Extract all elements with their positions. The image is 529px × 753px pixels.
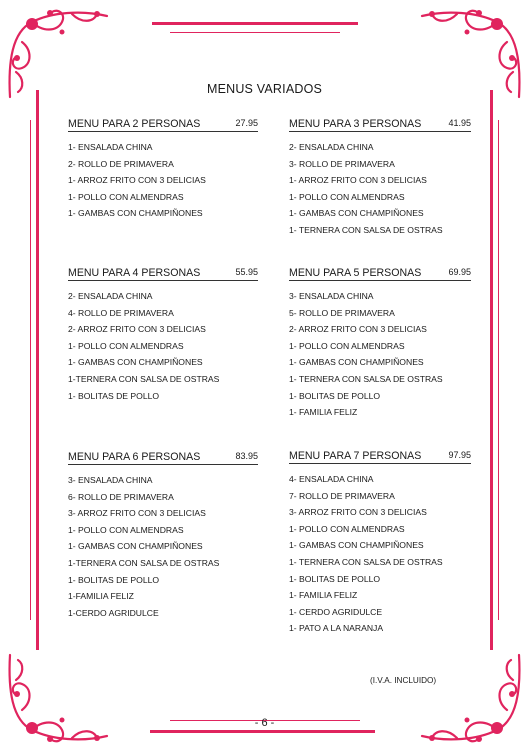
- flourish-bottom-left-icon: [2, 650, 112, 750]
- menu-items: [68, 288, 258, 404]
- list-item: 1- FAMILIA FELIZ: [289, 407, 358, 418]
- list-item: 3- ENSALADA CHINA: [289, 291, 374, 301]
- list-item: 1- ARROZ FRITO CON 3 DELICIAS: [289, 175, 427, 186]
- list-item: 1- TERNERA CON SALSA DE OSTRAS: [289, 224, 443, 235]
- list-item: 1- GAMBAS CON CHAMPIÑONES: [289, 208, 424, 219]
- list-item: 1- BOLITAS DE POLLO: [289, 573, 381, 584]
- menu-price: 55.95: [235, 267, 258, 277]
- border-right: [490, 90, 493, 650]
- list-item: 2- ARROZ FRITO CON 3 DELICIAS: [68, 324, 206, 335]
- menu-header: [289, 117, 471, 132]
- list-item: 1- POLLO CON ALMENDRAS: [68, 524, 184, 535]
- list-item: 1- POLLO CON ALMENDRAS: [289, 340, 405, 351]
- list-item: 1-TERNERA CON SALSA DE OSTRAS: [68, 557, 220, 568]
- border-left: [36, 90, 39, 650]
- menu-name: MENU PARA 3 PERSONAS: [289, 118, 422, 130]
- menu-items: [68, 139, 258, 222]
- list-item: 1- TERNERA CON SALSA DE OSTRAS: [289, 556, 443, 567]
- list-item: 1- BOLITAS DE POLLO: [68, 390, 160, 401]
- list-item: 1-CERDO AGRIDULCE: [68, 607, 159, 618]
- list-item: 2- ROLLO DE PRIMAVERA: [68, 158, 174, 169]
- menu-name: MENU PARA 7 PERSONAS: [289, 450, 422, 462]
- menu-items: [289, 471, 471, 637]
- menu-header: [68, 266, 258, 281]
- list-item: 1-FAMILIA FELIZ: [68, 591, 134, 602]
- menu-price: 41.95: [448, 118, 471, 128]
- menu-block-2-personas: [68, 117, 258, 222]
- list-item: 2- ARROZ FRITO CON 3 DELICIAS: [289, 324, 427, 335]
- list-item: 1- FAMILIA FELIZ: [289, 590, 358, 601]
- list-item: 4- ENSALADA CHINA: [289, 474, 374, 484]
- list-item: 1- GAMBAS CON CHAMPIÑONES: [289, 540, 424, 551]
- list-item: 2- ENSALADA CHINA: [289, 142, 374, 152]
- menu-items: [289, 288, 471, 421]
- menu-name: MENU PARA 5 PERSONAS: [289, 267, 422, 279]
- menu-items: [68, 472, 258, 621]
- menu-price: 97.95: [448, 450, 471, 460]
- list-item: 1- GAMBAS CON CHAMPIÑONES: [68, 208, 203, 219]
- list-item: 1- POLLO CON ALMENDRAS: [289, 191, 405, 202]
- border-top: [152, 22, 358, 25]
- menu-header: [289, 266, 471, 281]
- list-item: 1- ENSALADA CHINA: [68, 142, 153, 152]
- flourish-bottom-right-icon: [417, 650, 527, 750]
- list-item: 1- BOLITAS DE POLLO: [68, 574, 160, 585]
- list-item: 1- TERNERA CON SALSA DE OSTRAS: [289, 373, 443, 384]
- list-item: 3- ROLLO DE PRIMAVERA: [289, 158, 395, 169]
- list-item: 1-TERNERA CON SALSA DE OSTRAS: [68, 373, 220, 384]
- list-item: 1- ARROZ FRITO CON 3 DELICIAS: [68, 175, 206, 186]
- page-number: - 6 -: [254, 717, 275, 729]
- menu-header: [68, 450, 258, 465]
- list-item: 1- BOLITAS DE POLLO: [289, 390, 381, 401]
- page-title: MENUS VARIADOS: [206, 82, 323, 96]
- border-left-thin: [30, 120, 31, 620]
- list-item: 7- ROLLO DE PRIMAVERA: [289, 490, 395, 501]
- menu-name: MENU PARA 2 PERSONAS: [68, 118, 201, 130]
- list-item: 3- ENSALADA CHINA: [68, 475, 153, 485]
- menu-name: MENU PARA 6 PERSONAS: [68, 451, 201, 463]
- list-item: 1- POLLO CON ALMENDRAS: [68, 340, 184, 351]
- menu-price: 27.95: [235, 118, 258, 128]
- list-item: 2- ENSALADA CHINA: [68, 291, 153, 301]
- menu-header: [289, 449, 471, 464]
- menu-block-5-personas: [289, 266, 471, 421]
- border-right-thin: [498, 120, 499, 620]
- menu-block-4-personas: [68, 266, 258, 404]
- menu-header: [68, 117, 258, 132]
- menu-block-6-personas: [68, 450, 258, 621]
- list-item: 1- POLLO CON ALMENDRAS: [68, 191, 184, 202]
- list-item: 3- ARROZ FRITO CON 3 DELICIAS: [289, 507, 427, 518]
- menu-block-3-personas: [289, 117, 471, 239]
- list-item: 4- ROLLO DE PRIMAVERA: [68, 307, 174, 318]
- list-item: 1- GAMBAS CON CHAMPIÑONES: [289, 357, 424, 368]
- menu-name: MENU PARA 4 PERSONAS: [68, 267, 201, 279]
- list-item: 1- CERDO AGRIDULCE: [289, 606, 383, 617]
- tax-note: (I.V.A. INCLUIDO): [370, 676, 437, 685]
- list-item: 1- GAMBAS CON CHAMPIÑONES: [68, 541, 203, 552]
- list-item: 1- GAMBAS CON CHAMPIÑONES: [68, 357, 203, 368]
- list-item: 6- ROLLO DE PRIMAVERA: [68, 491, 174, 502]
- menu-items: [289, 139, 471, 239]
- list-item: 1- PATO A LA NARANJA: [289, 623, 384, 634]
- menu-price: 69.95: [448, 267, 471, 277]
- list-item: 5- ROLLO DE PRIMAVERA: [289, 307, 395, 318]
- list-item: 1- POLLO CON ALMENDRAS: [289, 523, 405, 534]
- list-item: 3- ARROZ FRITO CON 3 DELICIAS: [68, 508, 206, 519]
- border-bottom: [150, 730, 375, 733]
- menu-block-7-personas: [289, 449, 471, 637]
- border-top-thin: [170, 32, 340, 33]
- menu-price: 83.95: [235, 451, 258, 461]
